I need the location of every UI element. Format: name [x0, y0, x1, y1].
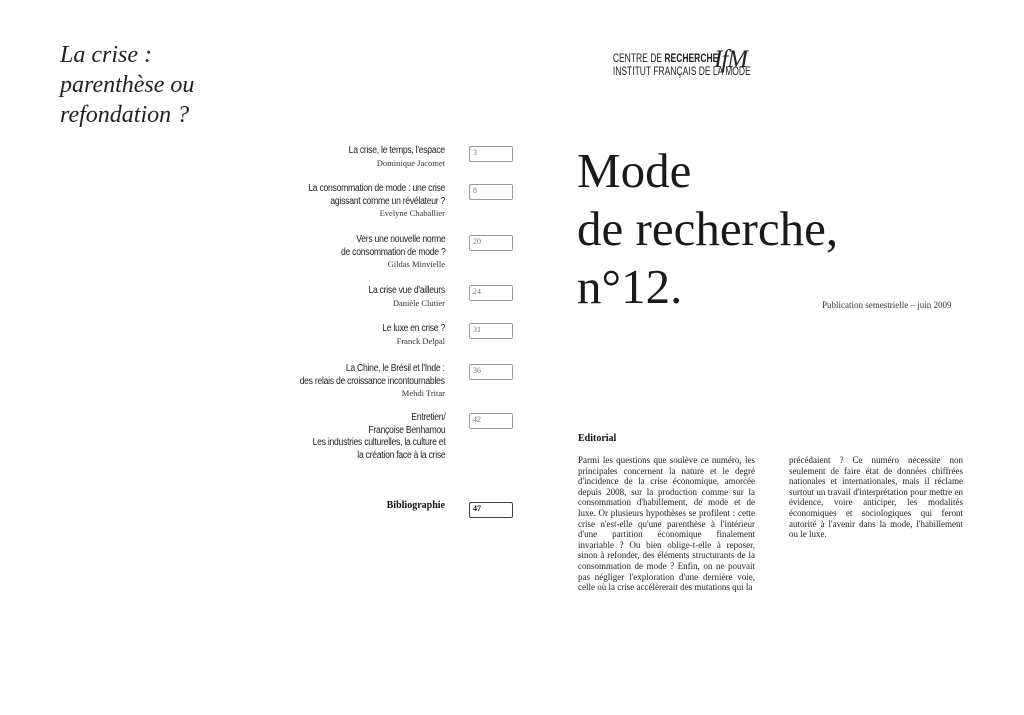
toc-page-number: 24 — [469, 285, 513, 301]
toc-title-line: agissant comme un révélateur ? — [330, 195, 445, 207]
toc-page-number: 20 — [469, 235, 513, 251]
editorial-heading: Editorial — [578, 433, 617, 444]
toc-entry-bibliographie[interactable]: Bibliographie — [386, 500, 445, 511]
magazine-title — [577, 142, 838, 316]
toc-entry-author: Dominique Jacomet — [376, 157, 445, 168]
toc-page-number: 47 — [469, 502, 513, 518]
magazine-title-line: de recherche, — [577, 201, 839, 256]
toc-entry-author: Mehdi Tritar — [401, 388, 445, 398]
toc-page-number: 3 — [469, 146, 513, 162]
toc-entry-title — [300, 363, 445, 388]
toc-entry-title — [308, 183, 445, 208]
editorial-column-2: précédaient ? Ce numéro nécessite non seulement de faire état de données chiffrées nationales et internationales, mais il réclame surtout un travail d'interprétation pour mettre en évidence, voire anticiper, les modalités économiques et sociologiques qui feront autorité à l'avenir dans la mode, l'habillement ou le luxe. — [789, 455, 963, 540]
toc-title-line: Vers une nouvelle norme — [355, 234, 445, 245]
toc-entry-crise-temps-espace[interactable] — [333, 145, 445, 169]
toc-entry-author: Evelyne Chaballier — [379, 208, 445, 218]
toc-title-line: La Chine, le Brésil et l'Inde : — [346, 363, 445, 374]
toc-entry-luxe-en-crise[interactable] — [372, 323, 445, 347]
logo-line1-bold: RECHERCHE — [664, 53, 719, 65]
publication-info: Publication semestrielle – juin 2009 — [822, 300, 952, 310]
toc-page-number: 8 — [469, 184, 513, 200]
magazine-title-line: Mode — [577, 143, 692, 198]
toc-title-line: la création face à la crise — [356, 449, 445, 461]
toc-title-line: La crise, le temps, l'espace — [348, 145, 445, 156]
toc-title-line: de consommation de mode ? — [340, 246, 445, 258]
logo-line1-regular: CENTRE DE — [612, 53, 665, 65]
logo-line-centre-recherche — [612, 53, 719, 66]
toc-entry-author: Danièle Clutier — [392, 297, 445, 308]
toc-page-number: 31 — [469, 323, 513, 339]
toc-entry-title — [312, 412, 445, 462]
toc-entry-title — [369, 285, 445, 298]
theme-title — [60, 40, 280, 130]
toc-title-line: Françoise Benhamou — [367, 424, 445, 436]
toc-entry-chine-bresil-inde[interactable] — [276, 363, 445, 399]
ifm-logo-mark: IfM — [714, 46, 748, 73]
editorial-column-1: Parmi les questions que soulève ce numéro, les principales concernent la nature et le degré d'incidence de la crise économique, amorcée depuis 2008, sur la production comme sur la consommation d'habillement, de mode et de luxe. Or plusieurs hypothèses se profilent : cette crise n'est-elle qu'une parenthèse à l'intérieur d'une partition économique finalement invariable ? Ou bien oblige-t-elle à reposer, sinon à refonder, des éléments structurants de la consommation de mode ? Enfin, on ne pouvait pas négliger l'exploration d'une dernière voie, celle où la crise accélèrerait des mutations qui la — [578, 455, 755, 593]
magazine-title-line: n°12. — [577, 259, 683, 314]
toc-page-number: 42 — [469, 413, 513, 429]
theme-title-line: refondation ? — [60, 102, 190, 128]
toc-entry-author: Franck Delpal — [396, 335, 445, 346]
toc-entry-crise-vue-ailleurs[interactable] — [356, 285, 445, 309]
toc-title-line: La consommation de mode : une crise — [308, 183, 445, 194]
toc-entry-consommation-de-mode[interactable] — [286, 183, 445, 219]
toc-title-line: Les industries culturelles, la culture et — [312, 437, 445, 448]
toc-entry-title — [382, 323, 445, 336]
toc-entry-entretien-benhamou[interactable] — [291, 412, 445, 462]
toc-entry-author: Gildas Minvielle — [387, 259, 445, 269]
theme-title-line: La crise : — [60, 42, 152, 68]
toc-entry-title — [341, 234, 445, 259]
toc-entry-nouvelle-norme[interactable] — [324, 234, 445, 270]
toc-title-line: Le luxe en crise ? — [382, 323, 445, 334]
toc-title-line: La crise vue d'ailleurs — [368, 285, 445, 296]
toc-page-number: 36 — [469, 364, 513, 380]
toc-title-line: des relais de croissance incontournables — [299, 375, 445, 387]
toc-entry-title — [349, 145, 445, 158]
toc-title-line: Entretien/ — [410, 412, 445, 423]
logo-line-institut: INSTITUT FRANÇAIS DE LA MODE — [612, 65, 751, 78]
theme-title-line: parenthèse ou — [60, 72, 195, 98]
